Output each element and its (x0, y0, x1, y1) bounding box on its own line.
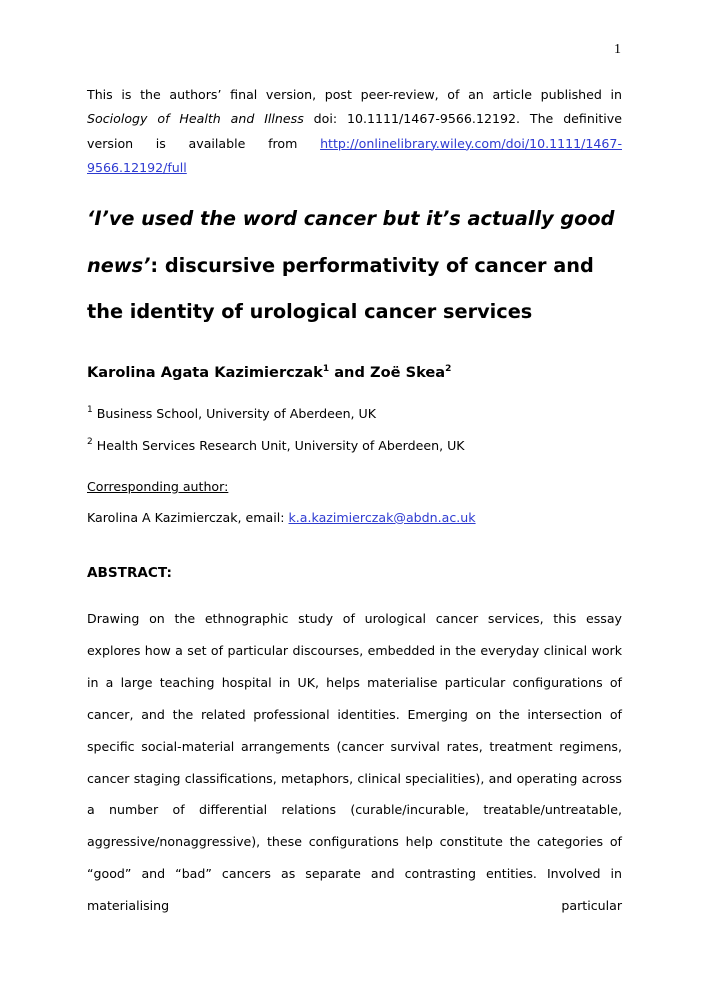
notice-line-3 (87, 132, 622, 181)
title-quote: ‘I’ve used the word cancer but it’s actually good news’ (87, 207, 615, 277)
notice-line-1: This is the authors’ final version, post peer-review, of an article published in (87, 87, 622, 102)
corresponding-author-line (87, 510, 622, 525)
affiliation-2-text: Health Services Research Unit, University of Aberdeen, UK (92, 438, 465, 453)
corresponding-author-label: Corresponding author: (87, 479, 229, 494)
corresponding-author-email[interactable]: k.a.kazimierczak@abdn.ac.uk (288, 510, 476, 525)
paper-title (87, 196, 622, 336)
author-1-affiliation-mark: 1 (322, 364, 330, 374)
corresponding-author-name: Karolina A Kazimierczak, email: (87, 510, 289, 525)
affiliation-2-mark: 2 (87, 437, 93, 447)
author-2-name: Zoë Skea (369, 364, 446, 381)
affiliation-2 (87, 438, 622, 453)
notice-line-2 (87, 107, 622, 131)
journal-name: Sociology of Health and Illness (87, 111, 304, 127)
notice-available-from: version is available from (87, 135, 321, 151)
notice-doi: doi: 10.1111/1467-9566.12192. The definitive (303, 111, 622, 127)
page-number: 1 (614, 42, 621, 57)
title-rest: : discursive performativity of cancer and the identity of urological cancer services (87, 253, 594, 323)
author-1-name: Karolina Agata Kazimierczak (87, 364, 323, 381)
abstract-body: Drawing on the ethnographic study of urological cancer services, this essay explores how a set of particular discourses, embedded in the everyday clinical work in a large teaching hospital in UK, helps materialise particular configurations of cancer, and the related professional identities. Emerging on the intersection of specific social-material arrangements (cancer survival rates, treatment regimens, cancer staging classifications, metaphors, clinical specialities), and operating across a number of differential relations (curable/incurable, treatable/untreatable, aggressive/nonaggressive), these configurations help constitute the categories of “good” and “bad” cancers as separate and contrasting entities. Involved in materialising particular (87, 611, 622, 914)
affiliation-1 (87, 406, 622, 421)
author-conjunction: and (329, 364, 370, 381)
author-list (87, 364, 622, 381)
article-link[interactable]: http://onlinelibrary.wiley.com/doi/10.1111/1467-9566.12192/full (87, 135, 622, 175)
affiliation-1-text: Business School, University of Aberdeen, UK (92, 406, 377, 421)
author-2-affiliation-mark: 2 (445, 364, 452, 374)
abstract-heading: ABSTRACT: (87, 565, 172, 581)
publication-notice (87, 83, 622, 180)
affiliation-1-mark: 1 (87, 405, 93, 415)
